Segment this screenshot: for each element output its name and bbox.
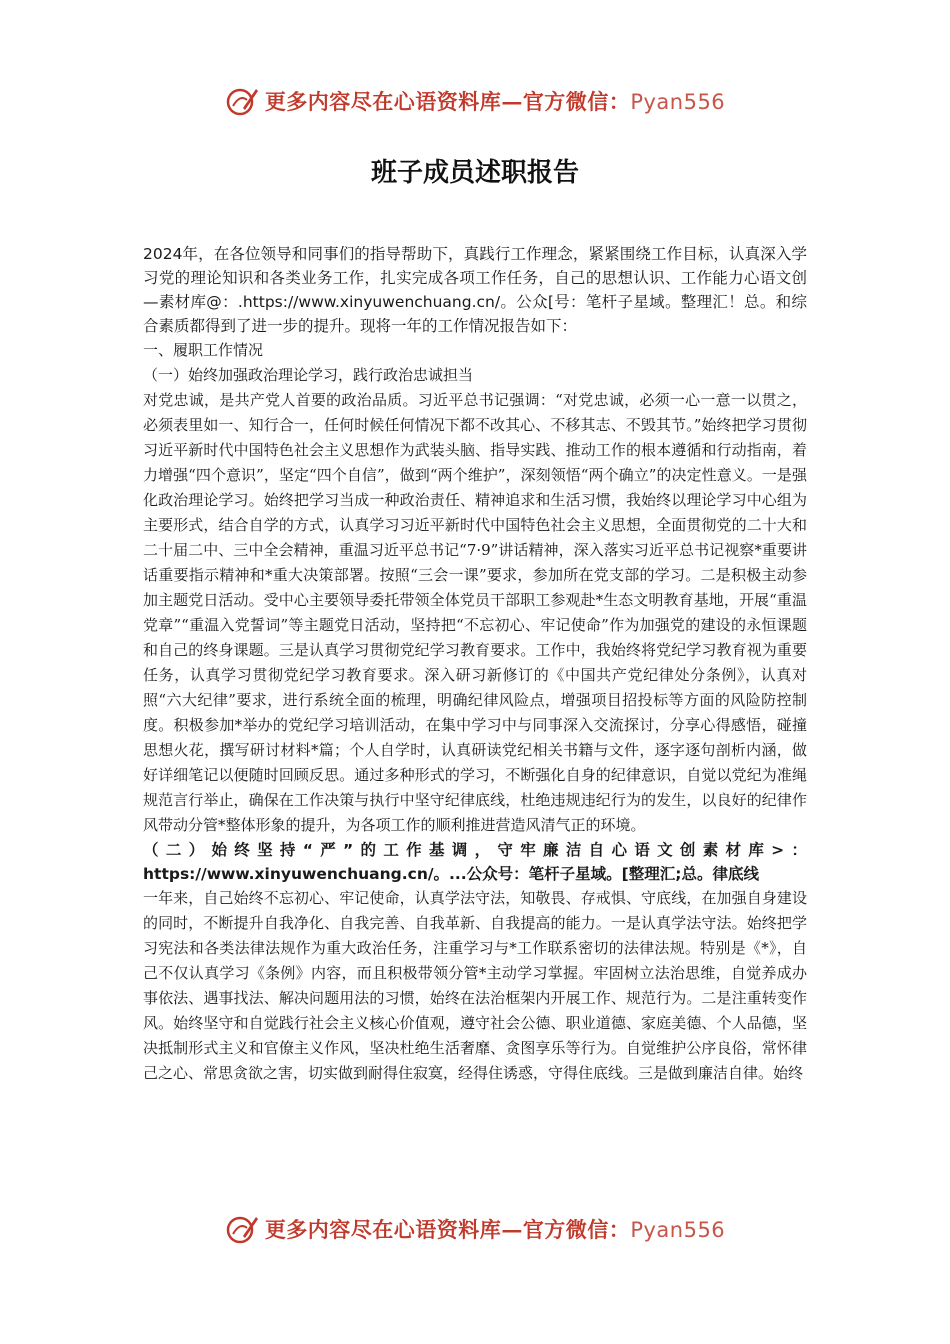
watermark-banner-top [0,84,950,118]
subsection-heading-1: （一）始终加强政治理论学习，践行政治忠诚担当 [143,366,474,384]
body-paragraph-1: 对党忠诚，是共产党人首要的政治品质。习近平总书记强调：“对党忠诚，必须一心一意一以贯之，必须表里如一、知行合一，任何时候任何情况下都不改其心、不移其志、不毁其节。”始终把学习贯彻习近平新时代中国特色社会主义思想作为武装头脑、指导实践、推动工作的根本遵循和行动指南，着力增强“四个意识”，坚定“四个自信”，做到“两个维护”，深刻领悟“两个确立”的决定性意义。一是强化政治理论学习。始终把学习当成一种政治责任、精神追求和生活习惯，我始终以理论学习中心组为主要形式，结合自学的方式，认真学习习近平新时代中国特色社会主义思想，全面贯彻党的二十大和二十届二中、三中全会精神，重温习近平总书记“7·9”讲话精神，深入落实习近平总书记视察*重要讲话重要指示精神和*重大决策部署。按照“三会一课”要求，参加所在党支部的学习。二是积极主动参加主题党日活动。受中心主要领导委托带领全体党员干部职工参观赴*生态文明教育基地，开展“重温党章”“重温入党誓词”等主题党日活动，坚持把“不忘初心、牢记使命”作为加强党的建设的永恒课题和自己的终身课题。三是认真学习贯彻党纪学习教育要求。工作中，我始终将党纪学习教育视为重要任务，认真学习贯彻党纪学习教育要求。深入研习新修订的《中国共产党纪律处分条例》，认真对照“六大纪律”要求，进行系统全面的梳理，明确纪律风险点，增强项目招投标等方面的风险防控制度。积极参加*举办的党纪学习培训活动，在集中学习中与同事深入交流探讨，分享心得感悟，碰撞思想火花，撰写研讨材料*篇；个人自学时，认真研读党纪相关书籍与文件，逐字逐句剖析内涵，做好详细笔记以便随时回顾反思。通过多种形式的学习，不断强化自身的纪律意识，自觉以党纪为准绳规范言行举止，确保在工作决策与执行中坚守纪律底线，杜绝违规违纪行为的发生，以良好的纪律作风带动分管*整体形象的提升，为各项工作的顺利推进营造风清气正的环境。 [143,391,807,834]
watermark-text: 更多内容尽在心语资料库—官方微信：Pyan556 [264,89,726,114]
subsection-heading-2: （二）始终坚持“严”的工作基调，守牢廉洁自心语文创素材库>：https://www.xinyuwenchuang.cn/。...公众号：笔杆子星域。[整理汇;总。律底线 [143,841,807,883]
document-body [143,242,807,1086]
watermark-banner-bottom [0,1212,950,1246]
pen-logo-icon [225,84,259,118]
body-paragraph-2: 一年来，自己始终不忘初心、牢记使命，认真学法守法，知敬畏、存戒惧、守底线，在加强自身建设的同时，不断提升自我净化、自我完善、自我革新、自我提高的能力。一是认真学法守法。始终把学习宪法和各类法律法规作为重大政治任务，注重学习与*工作联系密切的法律法规。特别是《*》，自己不仅认真学习《条例》内容，而且积极带领分管*主动学习掌握。牢固树立法治思维，自觉养成办事依法、遇事找法、解决问题用法的习惯，始终在法治框架内开展工作、规范行为。二是注重转变作风。始终坚守和自觉践行社会主义核心价值观，遵守社会公德、职业道德、家庭美德、个人品德，坚决抵制形式主义和官僚主义作风，坚决杜绝生活奢靡、贪图享乐等行为。自觉维护公序良俗，常怀律己之心、常思贪欲之害，切实做到耐得住寂寞，经得住诱惑，守得住底线。三是做到廉洁自律。始终 [143,889,807,1082]
document-title: 班子成员述职报告 [370,158,579,188]
pen-logo-icon [225,1212,259,1246]
watermark-text: 更多内容尽在心语资料库—官方微信：Pyan556 [264,1217,726,1242]
intro-paragraph: 2024年，在各位领导和同事们的指导帮助下，真践行工作理念，紧紧围绕工作目标，认真深入学习党的理论知识和各类业务工作，扎实完成各项工作任务，自己的思想认识、工作能力心语文创—素材库@：.https://www.xinyuwenchuang.cn/。公众[号：笔杆子星域。整理汇！总。和综合素质都得到了进一步的提升。现将一年的工作情况报告如下： [143,245,807,335]
section-heading: 一、履职工作情况 [143,341,264,359]
